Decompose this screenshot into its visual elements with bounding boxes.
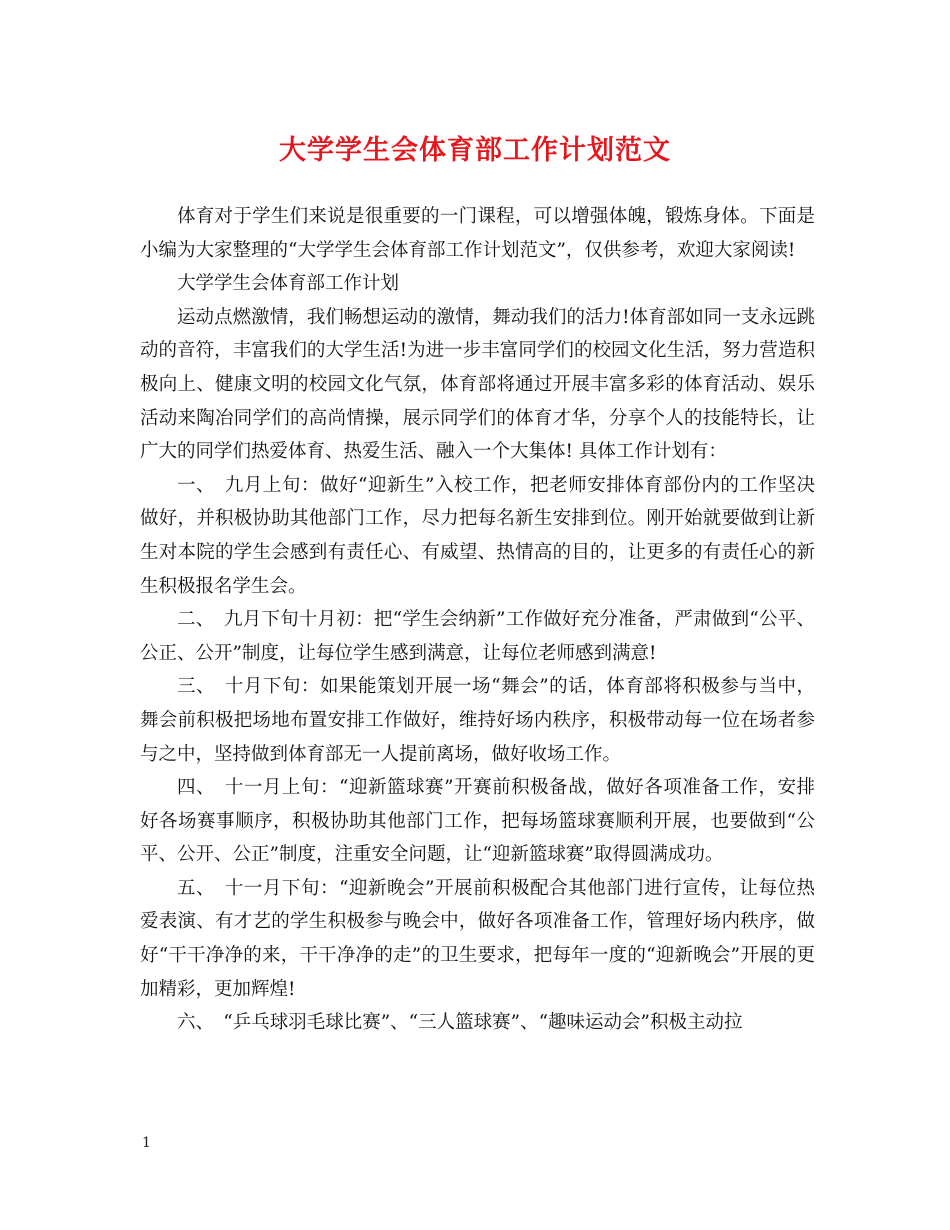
paragraph-overview: 运动点燃激情，我们畅想运动的激情，舞动我们的活力!体育部如同一支永远跳动的音符，丰富我们的大学生活!为进一步丰富同学们的校园文化生活，努力营造积极向上、健康文明的校园文化气氛，体育部将通过开展丰富多彩的体育活动、娱乐活动来陶冶同学们的高尚情操，展示同学们的体育才华，分享个人的技能特长，让广大的同学们热爱体育、热爱生活、融入一个大集体! 具体工作计划有： [140, 306, 815, 463]
paragraph-intro: 体育对于学生们来说是很重要的一门课程，可以增强体魄，锻炼身体。下面是小编为大家整理的“大学学生会体育部工作计划范文”，仅供参考，欢迎大家阅读! [140, 206, 815, 261]
paragraph-item-2: 二、 九月下旬十月初：把“学生会纳新”工作做好充分准备，严肃做到“公平、公正、公开”制度，让每位学生感到满意，让每位老师感到满意! [140, 609, 815, 664]
paragraph-item-5: 五、 十一月下旬：“迎新晚会”开展前积极配合其他部门进行宣传，让每位热爱表演、有才艺的学生积极参与晚会中，做好各项准备工作，管理好场内秩序，做好“干干净净的来，干干净净的走”的卫生要求，把每年一度的“迎新晚会”开展的更加精彩，更加辉煌! [140, 877, 815, 1000]
paragraph-subtitle: 大学学生会体育部工作计划 [177, 273, 400, 295]
paragraph-item-6: 六、 “乒乓球羽毛球比赛”、“三人篮球赛”、“趣味运动会”积极主动拉 [177, 1012, 743, 1034]
document-body [140, 200, 815, 1040]
document-title: 大学学生会体育部工作计划范文 [279, 135, 671, 166]
paragraph-item-4: 四、 十一月上旬：“迎新篮球赛”开赛前积极备战，做好各项准备工作，安排好各场赛事顺序，积极协助其他部门工作，把每场篮球赛顺利开展，也要做到“公平、公开、公正”制度，注重安全问题，让“迎新篮球赛”取得圆满成功。 [140, 777, 815, 866]
page-number: 1 [142, 1135, 151, 1151]
paragraph-item-1: 一、 九月上旬：做好“迎新生”入校工作，把老师安排体育部份内的工作坚决做好，并积极协助其他部门工作，尽力把每名新生安排到位。刚开始就要做到让新生对本院的学生会感到有责任心、有威望、热情高的目的，让更多的有责任心的新生积极报名学生会。 [140, 474, 815, 597]
paragraph-item-3: 三、 十月下旬：如果能策划开展一场“舞会”的话，体育部将积极参与当中，舞会前积极把场地布置安排工作做好，维持好场内秩序，积极带动每一位在场者参与之中，坚持做到体育部无一人提前离场，做好收场工作。 [140, 676, 815, 765]
